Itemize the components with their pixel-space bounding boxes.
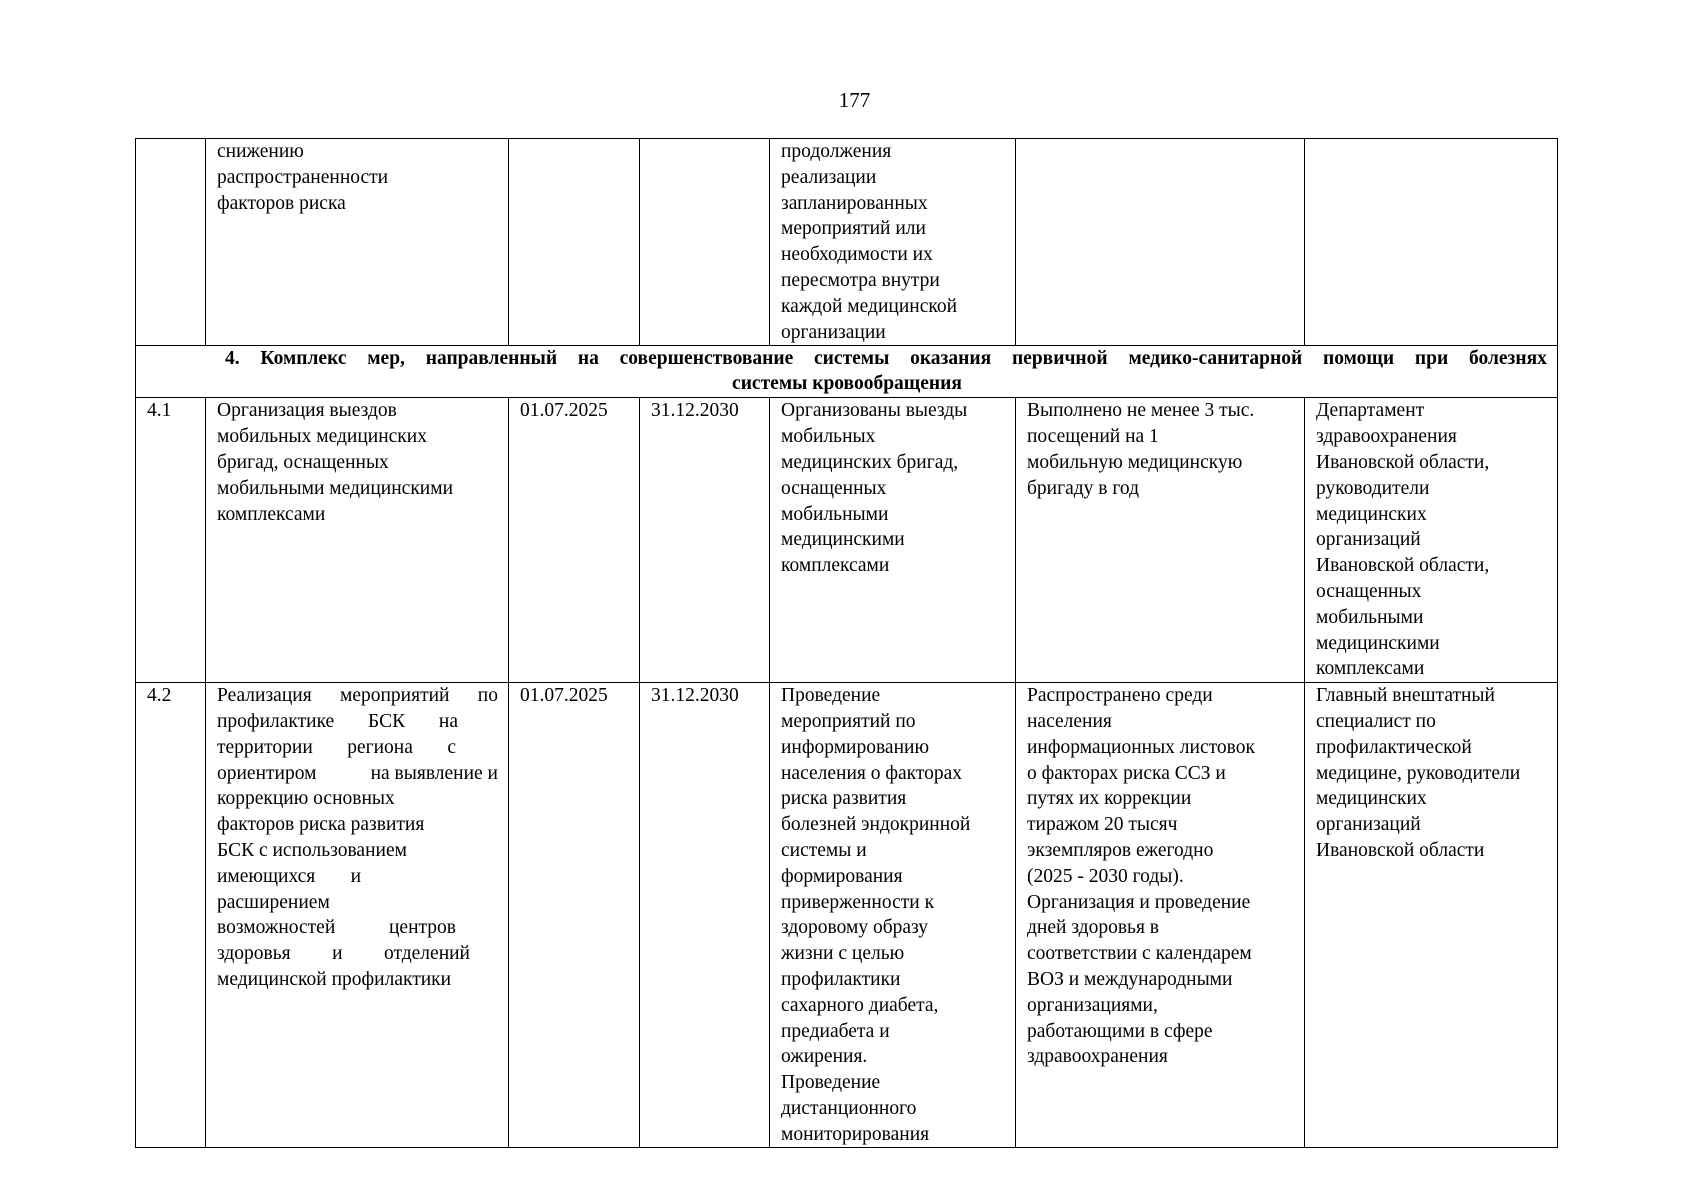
text-line: организации bbox=[781, 321, 886, 343]
text-line: болезней эндокринной bbox=[781, 814, 971, 836]
text-line: посещений на 1 bbox=[1027, 426, 1159, 448]
text-line: соответствии с календарем bbox=[1027, 943, 1252, 965]
end-date-cell bbox=[640, 139, 770, 346]
text-line bbox=[217, 683, 498, 709]
text-line: Департамент bbox=[1316, 400, 1425, 422]
text-line: о факторах риска ССЗ и bbox=[1027, 762, 1226, 784]
text-line: приверженности к bbox=[781, 891, 935, 913]
text-line: медицинской профилактики bbox=[217, 968, 452, 990]
section-word: совершенствование bbox=[619, 348, 794, 370]
text-line: профилактики bbox=[781, 968, 901, 990]
text-line: руководители bbox=[1316, 477, 1430, 499]
text-line: необходимости их bbox=[781, 244, 933, 266]
section-word: первичной bbox=[1011, 348, 1108, 370]
text-line: факторов риска развития bbox=[217, 814, 425, 836]
text-line bbox=[217, 761, 498, 787]
text-line: системы и bbox=[781, 839, 867, 861]
text-line: реализации bbox=[781, 166, 877, 188]
section-word: на bbox=[577, 348, 599, 370]
measure-cell bbox=[206, 139, 509, 346]
page-number: 177 bbox=[838, 88, 871, 112]
text-line: пересмотра внутри bbox=[781, 269, 940, 291]
section-word: при bbox=[1414, 348, 1449, 370]
text-line: Выполнено не менее 3 тыс. bbox=[1027, 400, 1255, 422]
text-line bbox=[217, 735, 498, 761]
start-date-cell: 01.07.2025 bbox=[509, 683, 640, 1148]
section-word: медико-санитарной bbox=[1128, 348, 1303, 370]
text-line: здравоохранения bbox=[1316, 426, 1457, 448]
word: центров bbox=[389, 917, 456, 939]
section-word: системы bbox=[814, 348, 890, 370]
text-line bbox=[217, 864, 498, 890]
word: по bbox=[477, 685, 498, 707]
text-line: экземпляров ежегодно bbox=[1027, 839, 1214, 861]
text-line: информационных листовок bbox=[1027, 736, 1255, 758]
word: мероприятий bbox=[340, 685, 450, 707]
text-line: дистанционного bbox=[781, 1097, 917, 1119]
word: здоровья bbox=[217, 943, 291, 965]
text-line: риска развития bbox=[781, 788, 907, 810]
text-line: мониторирования bbox=[781, 1123, 930, 1145]
text-line: информированию bbox=[781, 736, 930, 758]
text-line: дней здоровья в bbox=[1027, 917, 1159, 939]
number-cell bbox=[136, 139, 206, 346]
text-line: медицинских bbox=[1316, 788, 1427, 810]
number-cell: 4.1 bbox=[136, 398, 206, 683]
text-line: оснащенных bbox=[1316, 580, 1422, 602]
text-line: населения о факторах bbox=[781, 762, 963, 784]
text-line: коррекцию основных bbox=[217, 788, 395, 810]
result-cell bbox=[770, 398, 1016, 683]
text-line: запланированных bbox=[781, 192, 928, 214]
text-line: Проведение bbox=[781, 685, 881, 707]
section-word: болезнях bbox=[1468, 348, 1547, 370]
section-word: направленный bbox=[425, 348, 558, 370]
text-line: снижению bbox=[217, 141, 304, 162]
text-line: (2025 - 2030 годы). bbox=[1027, 865, 1184, 887]
end-date-cell: 31.12.2030 bbox=[640, 398, 770, 683]
word: Реализация bbox=[217, 685, 312, 707]
text-line: расширением bbox=[217, 891, 330, 913]
text-line bbox=[217, 915, 498, 941]
text-line: Организация и проведение bbox=[1027, 891, 1251, 913]
text-line: медицине, руководители bbox=[1316, 762, 1521, 784]
text-line: комплексами bbox=[1316, 658, 1425, 680]
text-line: работающими в сфере bbox=[1027, 1020, 1213, 1042]
indicator-cell bbox=[1016, 139, 1305, 346]
text-line: организациями, bbox=[1027, 994, 1158, 1016]
text-line: Распространено среди bbox=[1027, 685, 1213, 707]
text-line: мобильную медицинскую bbox=[1027, 451, 1243, 473]
measures-table bbox=[135, 138, 1558, 1148]
text-line: профилактической bbox=[1316, 736, 1472, 758]
text-line: комплексами bbox=[217, 503, 326, 525]
responsible-cell bbox=[1305, 683, 1558, 1148]
text-line: факторов риска bbox=[217, 192, 346, 214]
text-line bbox=[217, 941, 498, 967]
text-line: Организация выездов bbox=[217, 400, 397, 422]
section-header-line-2: системы кровообращения bbox=[732, 373, 962, 395]
section-word: мер, bbox=[367, 348, 405, 370]
text-line: каждой медицинской bbox=[781, 295, 958, 317]
section-header bbox=[136, 346, 1558, 398]
text-line: распространенности bbox=[217, 166, 389, 188]
text-line: населения bbox=[1027, 710, 1112, 732]
text-line: медицинских bbox=[1316, 503, 1427, 525]
text-line: медицинских бригад, bbox=[781, 451, 959, 473]
text-line: жизни с целью bbox=[781, 943, 905, 965]
number-cell: 4.2 bbox=[136, 683, 206, 1148]
text-line: продолжения bbox=[781, 141, 892, 162]
word: на выявление и bbox=[370, 762, 498, 784]
result-cell bbox=[770, 139, 1016, 346]
section-header-line-1 bbox=[147, 346, 1547, 371]
responsible-cell bbox=[1305, 398, 1558, 683]
text-line: предиабета и bbox=[781, 1020, 890, 1042]
indicator-cell bbox=[1016, 398, 1305, 683]
start-date-cell: 01.07.2025 bbox=[509, 398, 640, 683]
text-line: мобильными bbox=[781, 503, 889, 525]
continuation-row bbox=[136, 139, 1558, 346]
text-line: здоровому образу bbox=[781, 917, 929, 939]
text-line bbox=[217, 709, 498, 735]
text-line: специалист по bbox=[1316, 710, 1436, 732]
indicator-cell bbox=[1016, 683, 1305, 1148]
text-line: Ивановской области, bbox=[1316, 451, 1490, 473]
text-line: бригаду в год bbox=[1027, 477, 1140, 499]
text-line: мобильных медицинских bbox=[217, 426, 427, 448]
text-line: формирования bbox=[781, 865, 903, 887]
text-line: тиражом 20 тысяч bbox=[1027, 814, 1178, 836]
text-line: комплексами bbox=[781, 555, 890, 577]
word: профилактике bbox=[217, 710, 335, 732]
word: возможностей bbox=[217, 917, 336, 939]
word: БСК bbox=[368, 710, 406, 732]
section-word: помощи bbox=[1322, 348, 1395, 370]
text-line: бригад, оснащенных bbox=[217, 451, 389, 473]
text-line: мобильными bbox=[1316, 606, 1424, 628]
text-line: организаций bbox=[1316, 814, 1421, 836]
text-line: путях их коррекции bbox=[1027, 788, 1192, 810]
word: и bbox=[332, 943, 343, 965]
end-date-cell: 31.12.2030 bbox=[640, 683, 770, 1148]
text-line: медицинскими bbox=[781, 529, 905, 551]
text-line: сахарного диабета, bbox=[781, 994, 939, 1016]
text-line: Проведение bbox=[781, 1072, 881, 1094]
start-date-cell bbox=[509, 139, 640, 346]
text-line: мобильными медицинскими bbox=[217, 477, 453, 499]
text-line: ВОЗ и международными bbox=[1027, 968, 1233, 990]
word: на bbox=[438, 710, 458, 732]
text-line: медицинскими bbox=[1316, 632, 1440, 654]
text-line: здравоохранения bbox=[1027, 1046, 1168, 1068]
word: имеющихся bbox=[217, 865, 316, 887]
text-line: оснащенных bbox=[781, 477, 887, 499]
text-line: БСК с использованием bbox=[217, 839, 407, 861]
word: отделений bbox=[383, 943, 470, 965]
word: региона bbox=[347, 736, 413, 758]
result-cell bbox=[770, 683, 1016, 1148]
table-row bbox=[136, 398, 1558, 683]
text-line: организаций bbox=[1316, 529, 1421, 551]
section-word: 4. bbox=[225, 348, 240, 370]
word: с bbox=[447, 736, 456, 758]
measure-cell bbox=[206, 683, 509, 1148]
text-line: ожирения. bbox=[781, 1046, 868, 1068]
measure-cell bbox=[206, 398, 509, 683]
table-row bbox=[136, 683, 1558, 1148]
word: территории bbox=[217, 736, 313, 758]
section-word: Комплекс bbox=[260, 348, 347, 370]
text-line: Организованы выезды bbox=[781, 400, 968, 422]
section-header-row bbox=[136, 346, 1558, 398]
text-line: мероприятий по bbox=[781, 710, 916, 732]
text-line: Ивановской области bbox=[1316, 839, 1485, 861]
word: ориентиром bbox=[217, 762, 317, 784]
text-line: мероприятий или bbox=[781, 218, 926, 240]
text-line: мобильных bbox=[781, 426, 876, 448]
responsible-cell bbox=[1305, 139, 1558, 346]
section-word: оказания bbox=[910, 348, 992, 370]
text-line: Ивановской области, bbox=[1316, 555, 1490, 577]
text-line: Главный внештатный bbox=[1316, 685, 1495, 707]
word: и bbox=[350, 865, 361, 887]
